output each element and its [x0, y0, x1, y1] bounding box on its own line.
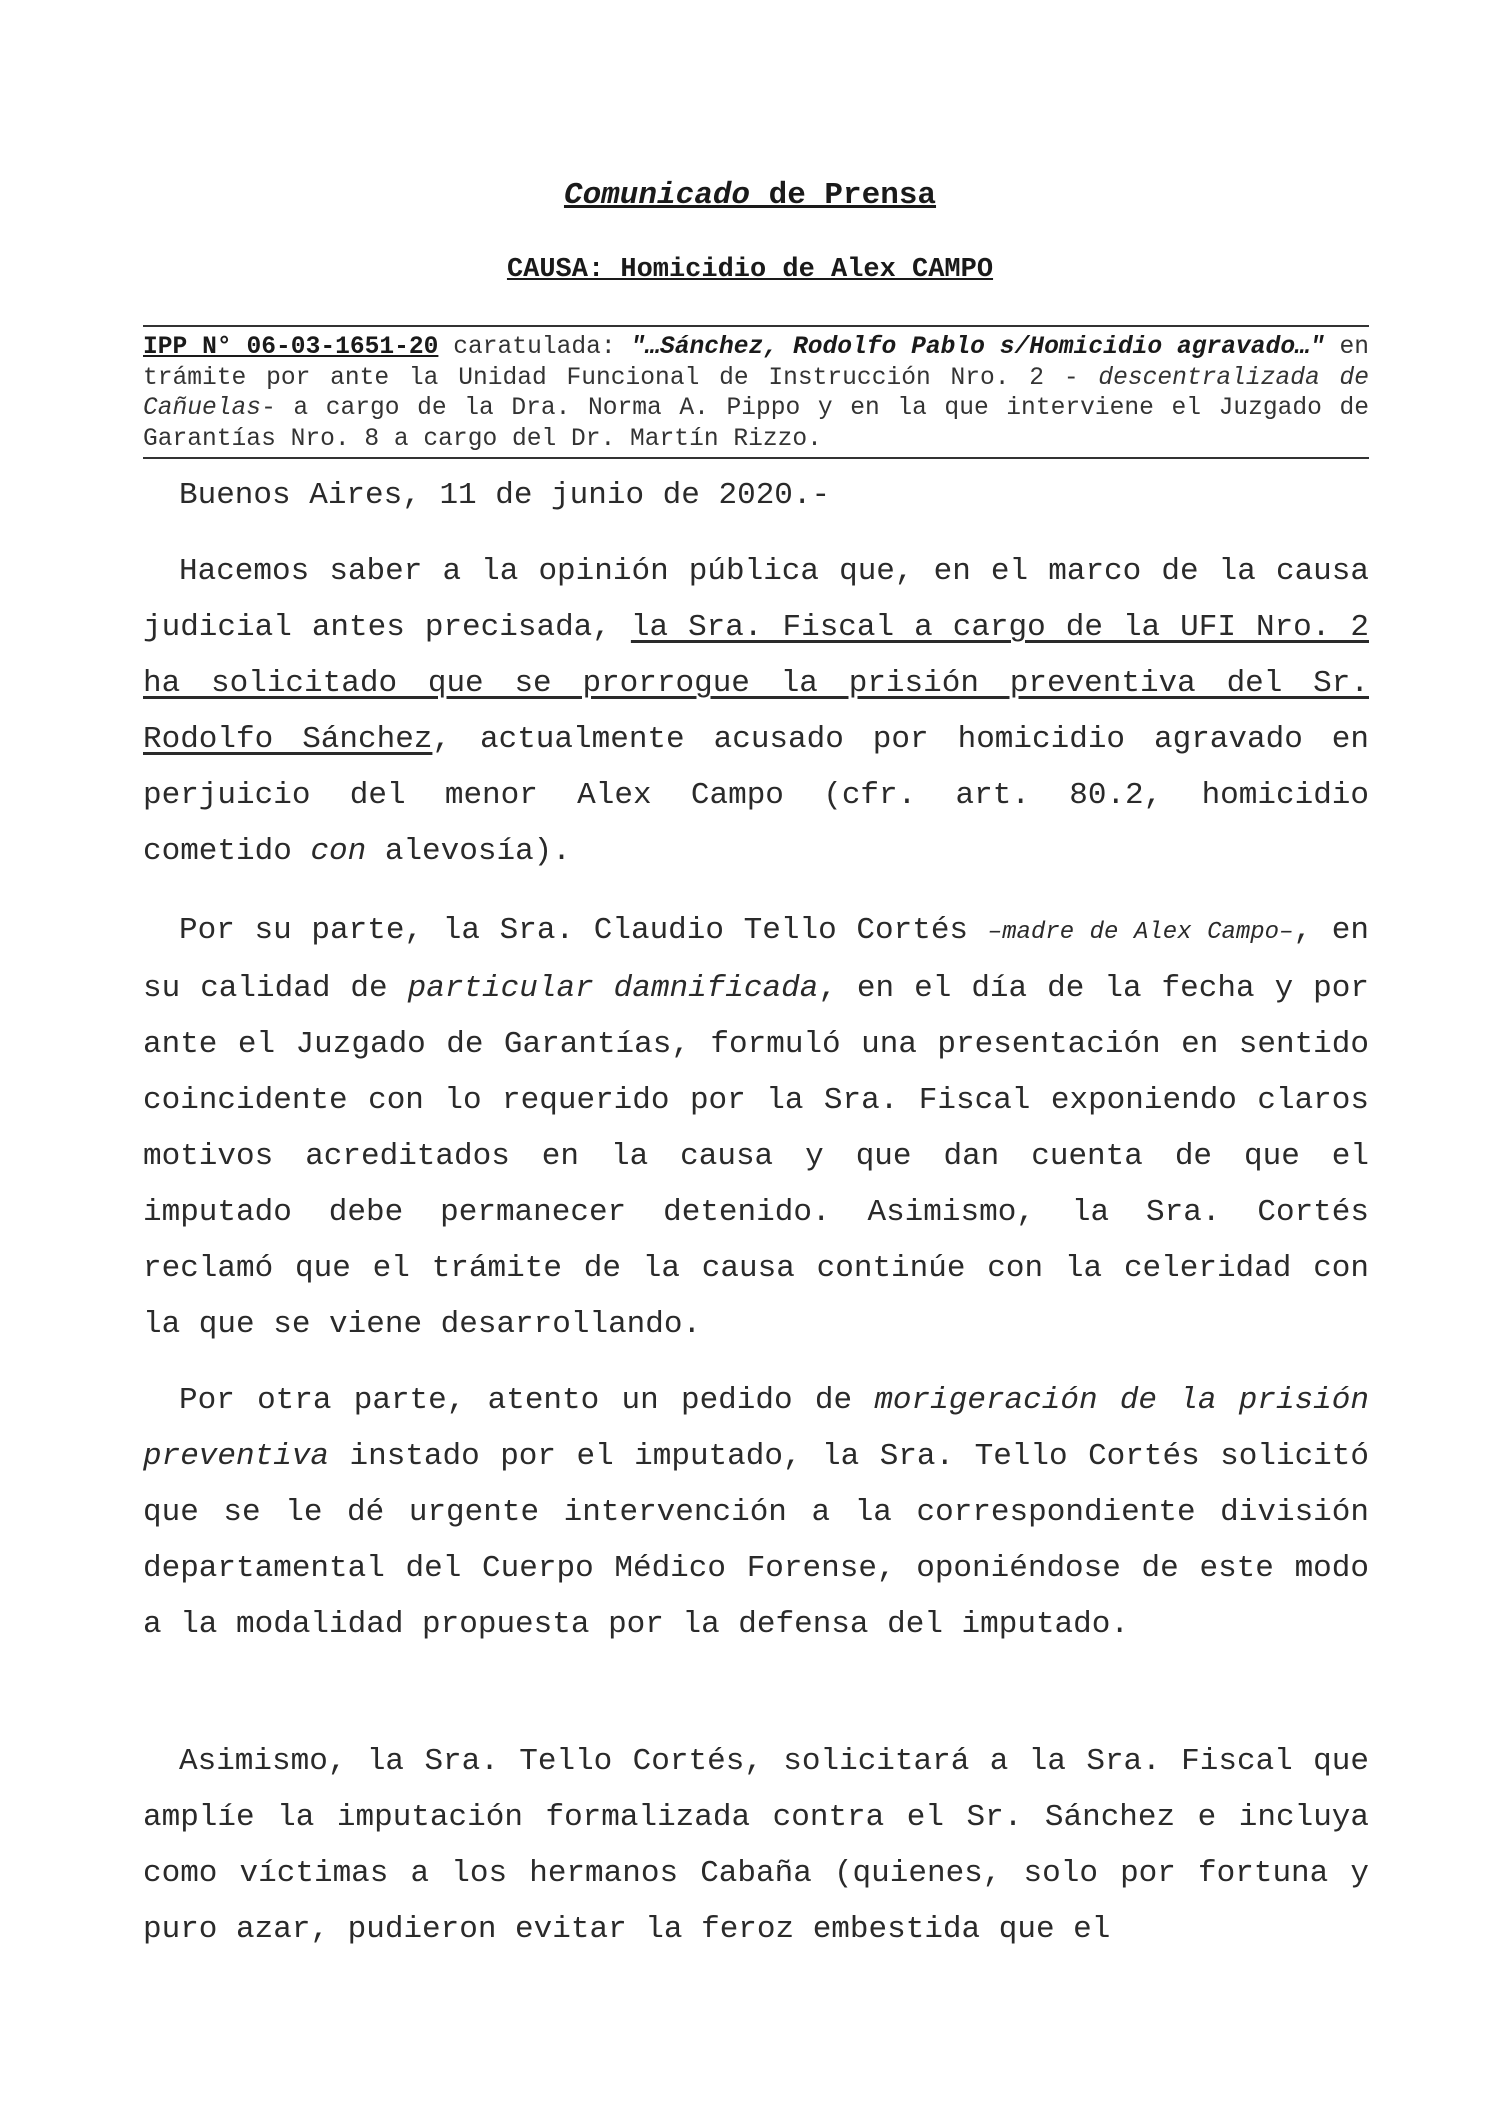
paragraph-2 [143, 903, 1369, 1353]
p3-text-c: instado por el imputado, la Sra. Tello Cortés solicitó que se le dé urgente intervención a la correspondiente división departamental del Cuerpo Médico Forense, oponiéndose de este modo a la modalidad propuesta por la defensa del imputado. [143, 1439, 1369, 1642]
causa-heading: CAUSA: Homicidio de Alex CAMPO [506, 255, 994, 285]
p1-text-c: , actualmente acusado por homicidio agravado en perjuicio del menor Alex Campo (cfr. art. 80.2, homicidio cometido [143, 722, 1370, 869]
ipp-rest-1: en trámite por ante la Unidad Funcional de Instrucción Nro. 2 - [143, 334, 1369, 392]
ipp-rest-2: descentralizada de Cañuelas [143, 364, 1370, 423]
p2-text-e: , en el día de la fecha y por ante el Juzgado de Garantías, formuló una presentación en sentido coincidente con lo requerido por la Sra. Fiscal exponiendo claros motivos acreditados en la causa y que dan cuenta de que el imputado debe permanecer detenido. Asimismo, la Sra. Cortés reclamó que el trámite de la causa continúe con la celeridad con la que se viene desarrollando. [143, 971, 1369, 1342]
p1-text-e: alevosía). [366, 834, 571, 869]
p2-italic: particular damnificada [407, 971, 819, 1006]
p1-italic-con: con [310, 834, 367, 869]
page-title [0, 176, 1500, 216]
date-line: Buenos Aires, 11 de junio de 2020.- [179, 478, 831, 513]
title-word-comunicado: Comunicado [563, 178, 750, 213]
paragraph-4 [143, 1734, 1369, 1958]
p3-italic: morigeración de la prisión preventiva [143, 1383, 1369, 1474]
p4-text-a: Asimismo, la Sra. Tello Cortés, solicitará a la Sra. Fiscal que amplíe la imputación formalizada contra el Sr. Sánchez e incluya como víctimas a los hermanos Cabaña (quienes, solo por fortuna y puro azar, pudieron evitar la feroz embestida que el [143, 1744, 1369, 1947]
paragraph-1 [143, 544, 1369, 880]
p2-aside: –madre de Alex Campo– [987, 919, 1294, 946]
p2-text-c: , en su calidad de [143, 913, 1369, 1006]
ipp-rest-3: - a cargo de la Dra. Norma A. Pippo y en la que interviene el Juzgado de Garantías Nro. 8 a cargo del Dr. Martín Rizzo. [143, 395, 1369, 453]
p2-text-a: Por su parte, la Sra. Claudio Tello Cortés [179, 913, 988, 948]
ipp-case-name: "…Sánchez, Rodolfo Pablo s/Homicidio agravado…" [630, 334, 1325, 361]
p1-underlined: la Sra. Fiscal a cargo de la UFI Nro. 2 ha solicitado que se prorrogue la prisión preventiva del Sr. Rodolfo Sánchez [143, 610, 1369, 757]
p1-text-a: Hacemos saber a la opinión pública que, en el marco de la causa judicial antes precisada, [143, 554, 1369, 645]
paragraph-3 [143, 1373, 1369, 1653]
ipp-number: IPP N° 06-03-1651-20 [143, 334, 439, 361]
p3-text-a: Por otra parte, atento un pedido de [179, 1383, 875, 1418]
ipp-caratulada: caratulada: [438, 334, 631, 361]
title-word-prensa: de Prensa [750, 178, 937, 213]
ipp-reference-box [143, 325, 1369, 459]
